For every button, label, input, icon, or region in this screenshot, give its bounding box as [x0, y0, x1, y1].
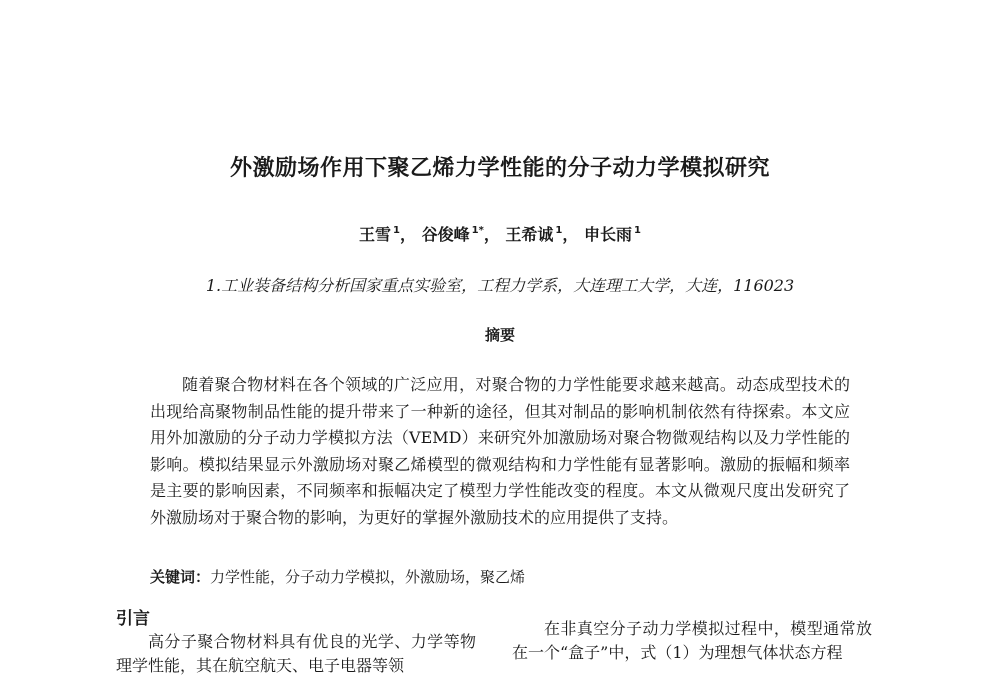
author-affiliation-mark: 1* [471, 225, 484, 236]
section-heading-introduction: 引言 [116, 609, 150, 629]
author-separator: ， [562, 225, 579, 244]
affiliation: 1.工业装备结构分析国家重点实验室，工程力学系，大连理工大学，大连，116023 [205, 276, 795, 295]
abstract-body: 随着聚合物材料在各个领域的广泛应用，对聚合物的力学性能要求越来越高。动态成型技术的出现给高聚物制品性能的提升带来了一种新的途径，但其对制品的影响机制依然有待探索。本文应用外加激励的分子动力学模拟方法（VEMD）来研究外加激励场对聚合物微观结构以及力学性能的影响。模拟结果显示外激励场对聚乙烯模型的微观结构和力学性能有显著影响。激励的振幅和频率是主要的影响因素，不同频率和振幅决定了模型力学性能改变的程度。本文从微观尺度出发研究了外激励场对于聚合物的影响，为更好的掌握外激励技术的应用提供了支持。 [150, 375, 850, 527]
author-name: 王雪 [359, 225, 392, 244]
author-affiliation-mark: 1 [634, 225, 641, 236]
author-affiliation-mark: 1 [393, 225, 401, 236]
author-name: 申长雨 [583, 225, 632, 244]
right-column-text: 在非真空分子动力学模拟过程中，模型通常放在一个“盒子”中，式（1）为理想气体状态方程 [512, 619, 872, 662]
author-list [0, 222, 1000, 245]
author-name: 谷俊峰 [421, 225, 470, 244]
author-separator: ， [483, 225, 500, 244]
keywords-label: 关键词： [150, 568, 211, 586]
paper-title: 外激励场作用下聚乙烯力学性能的分子动力学模拟研究 [229, 156, 770, 181]
author-separator: ， [400, 225, 417, 244]
author-affiliation-mark: 1 [555, 225, 563, 236]
abstract-heading: 摘要 [484, 326, 515, 344]
author-name: 王希诚 [505, 225, 554, 244]
keywords [150, 566, 850, 587]
left-column-text: 高分子聚合物材料具有优良的光学、力学等物理学性能，其在航空航天、电子电器等领 [116, 632, 476, 675]
keywords-text: 力学性能，分子动力学模拟，外激励场，聚乙烯 [210, 568, 526, 586]
